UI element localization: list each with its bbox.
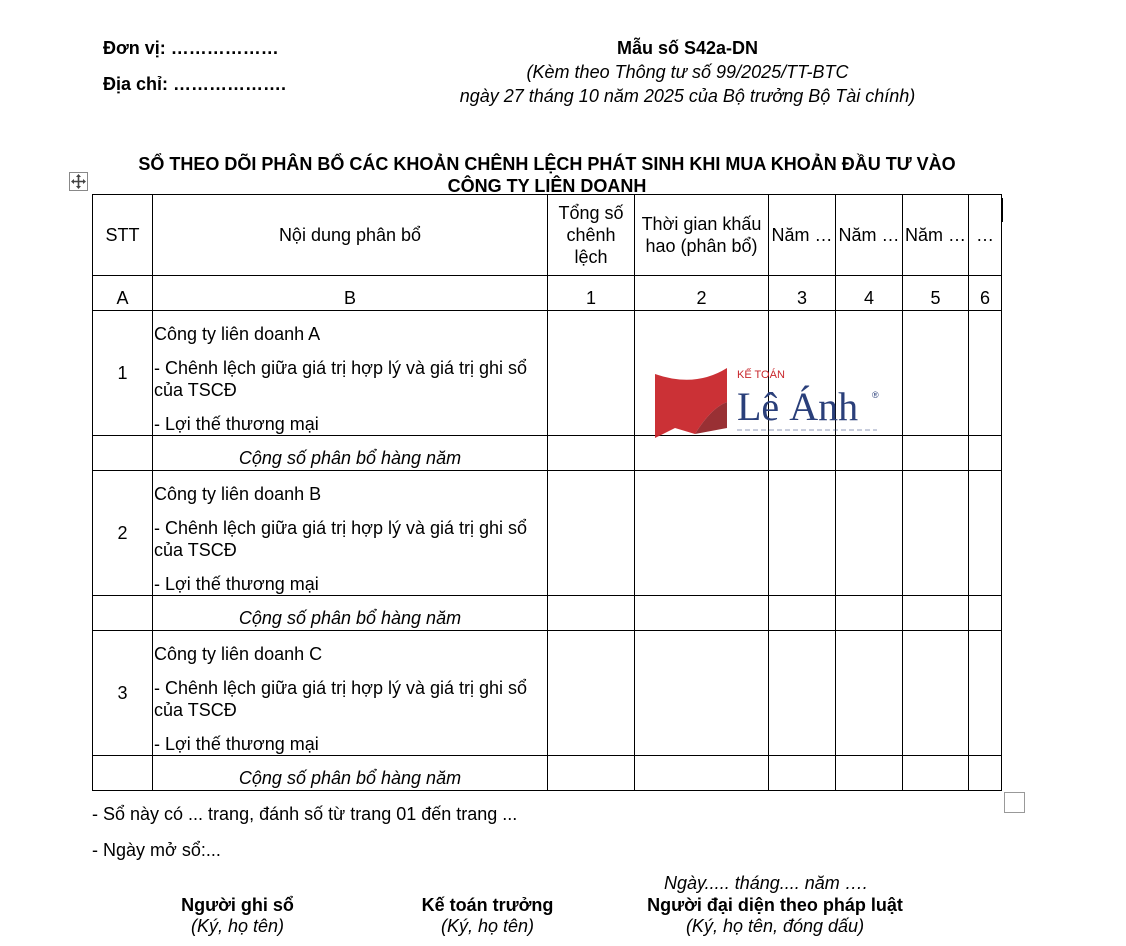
index-cell: 2 [635, 276, 769, 311]
title-line-1: SỔ THEO DÕI PHÂN BỔ CÁC KHOẢN CHÊNH LỆCH PHÁT SINH KHI MUA KHOẢN ĐẦU TƯ VÀO [138, 154, 956, 174]
move-arrows-icon [71, 174, 86, 189]
header-content: Nội dung phân bổ [153, 195, 548, 276]
table-resize-handle[interactable] [1004, 792, 1025, 813]
value-cell[interactable] [769, 471, 836, 596]
content-cell [153, 631, 548, 756]
value-cell[interactable] [635, 471, 769, 596]
signature-legal-rep [630, 895, 920, 937]
index-cell: B [153, 276, 548, 311]
value-cell[interactable] [836, 756, 903, 791]
index-row [93, 276, 1002, 311]
chief-accountant-hint: (Ký, họ tên) [440, 916, 535, 936]
value-cell[interactable] [548, 471, 635, 596]
sum-label: Cộng số phân bổ hàng năm [153, 436, 548, 471]
value-cell[interactable] [969, 631, 1002, 756]
value-cell[interactable] [635, 631, 769, 756]
header-total: Tổng số chênh lệch [548, 195, 635, 276]
legal-rep-role: Người đại diện theo pháp luật [647, 895, 903, 915]
form-number: Mẫu số S42a-DN [616, 38, 759, 58]
item-goodwill: - Lợi thế thương mại [154, 734, 319, 754]
value-cell[interactable] [548, 436, 635, 471]
unit-field: Đơn vị: ……………… [103, 38, 279, 58]
attach-line-1: (Kèm theo Thông tư số 99/2025/TT-BTC [526, 62, 849, 82]
watermark-mark: ® [872, 390, 879, 400]
le-anh-logo-icon [655, 368, 885, 440]
value-cell[interactable] [769, 756, 836, 791]
value-cell[interactable] [969, 596, 1002, 631]
stt-cell: 2 [93, 471, 153, 596]
stt-cell: 3 [93, 631, 153, 756]
value-cell[interactable] [903, 631, 969, 756]
company-name: Công ty liên doanh C [154, 644, 323, 664]
value-cell[interactable] [969, 756, 1002, 791]
page-title [92, 153, 1002, 197]
value-cell[interactable] [548, 756, 635, 791]
watermark-logo [655, 368, 885, 440]
value-cell[interactable] [969, 436, 1002, 471]
sign-date: Ngày..... tháng.... năm …. [664, 873, 868, 893]
signature-recorder [150, 895, 325, 937]
value-cell[interactable] [635, 436, 769, 471]
header-stt: STT [93, 195, 153, 276]
header-row [93, 195, 1002, 276]
value-cell[interactable] [548, 311, 635, 436]
value-cell[interactable] [548, 596, 635, 631]
signature-chief-accountant [400, 895, 575, 937]
watermark-small-text: KẾ TOÁN [737, 369, 785, 381]
index-cell: 3 [769, 276, 836, 311]
header-year-1: Năm … [769, 195, 836, 276]
attach-line-2: ngày 27 tháng 10 năm 2025 của Bộ trưởng Bộ Tài chính) [459, 86, 916, 106]
value-cell[interactable] [969, 471, 1002, 596]
value-cell[interactable] [548, 631, 635, 756]
header-more: … [969, 195, 1002, 276]
value-cell[interactable] [903, 471, 969, 596]
value-cell[interactable] [635, 756, 769, 791]
index-cell: 6 [969, 276, 1002, 311]
table-row [93, 471, 1002, 596]
company-name: Công ty liên doanh A [154, 324, 321, 344]
value-cell[interactable] [903, 311, 969, 436]
note-open-date: - Ngày mở sổ:... [92, 840, 221, 860]
move-handle-icon[interactable] [69, 172, 88, 191]
watermark-brand: Lê Ánh [737, 384, 859, 429]
empty-cell [93, 436, 153, 471]
content-cell [153, 311, 548, 436]
address-field: Địa chỉ: ………………. [103, 74, 287, 94]
note-pages: - Sổ này có ... trang, đánh số từ trang 01 đến trang ... [92, 804, 518, 824]
title-line-2: CÔNG TY LIÊN DOANH [447, 176, 647, 196]
chief-accountant-role: Kế toán trưởng [421, 895, 554, 915]
sum-label: Cộng số phân bổ hàng năm [153, 596, 548, 631]
value-cell[interactable] [903, 756, 969, 791]
item-fair-value: - Chênh lệch giữa giá trị hợp lý và giá trị ghi sổ của TSCĐ [154, 678, 528, 720]
value-cell[interactable] [769, 436, 836, 471]
header-time: Thời gian khấu hao (phân bổ) [635, 195, 769, 276]
value-cell[interactable] [769, 631, 836, 756]
recorder-hint: (Ký, họ tên) [190, 916, 285, 936]
value-cell[interactable] [836, 631, 903, 756]
index-cell: 5 [903, 276, 969, 311]
value-cell[interactable] [836, 596, 903, 631]
table-row [93, 631, 1002, 756]
header-year-2: Năm … [836, 195, 903, 276]
table-row-sum [93, 596, 1002, 631]
legal-rep-hint: (Ký, họ tên, đóng dấu) [685, 916, 865, 936]
empty-cell [93, 596, 153, 631]
item-goodwill: - Lợi thế thương mại [154, 574, 319, 594]
table-row-sum [93, 436, 1002, 471]
item-fair-value: - Chênh lệch giữa giá trị hợp lý và giá trị ghi sổ của TSCĐ [154, 358, 528, 400]
stt-cell: 1 [93, 311, 153, 436]
value-cell[interactable] [836, 471, 903, 596]
value-cell[interactable] [903, 596, 969, 631]
index-cell: 4 [836, 276, 903, 311]
table-row-sum [93, 756, 1002, 791]
header-year-3: Năm … [903, 195, 969, 276]
allocation-table [92, 194, 1002, 791]
value-cell[interactable] [769, 596, 836, 631]
text-cursor [1002, 198, 1003, 222]
item-goodwill: - Lợi thế thương mại [154, 414, 319, 434]
sum-label: Cộng số phân bổ hàng năm [153, 756, 548, 791]
empty-cell [93, 756, 153, 791]
value-cell[interactable] [903, 436, 969, 471]
value-cell[interactable] [969, 311, 1002, 436]
recorder-role: Người ghi sổ [181, 895, 294, 915]
index-cell: A [93, 276, 153, 311]
index-cell: 1 [548, 276, 635, 311]
content-cell [153, 471, 548, 596]
value-cell[interactable] [836, 436, 903, 471]
item-fair-value: - Chênh lệch giữa giá trị hợp lý và giá trị ghi sổ của TSCĐ [154, 518, 528, 560]
company-name: Công ty liên doanh B [154, 484, 322, 504]
value-cell[interactable] [635, 596, 769, 631]
